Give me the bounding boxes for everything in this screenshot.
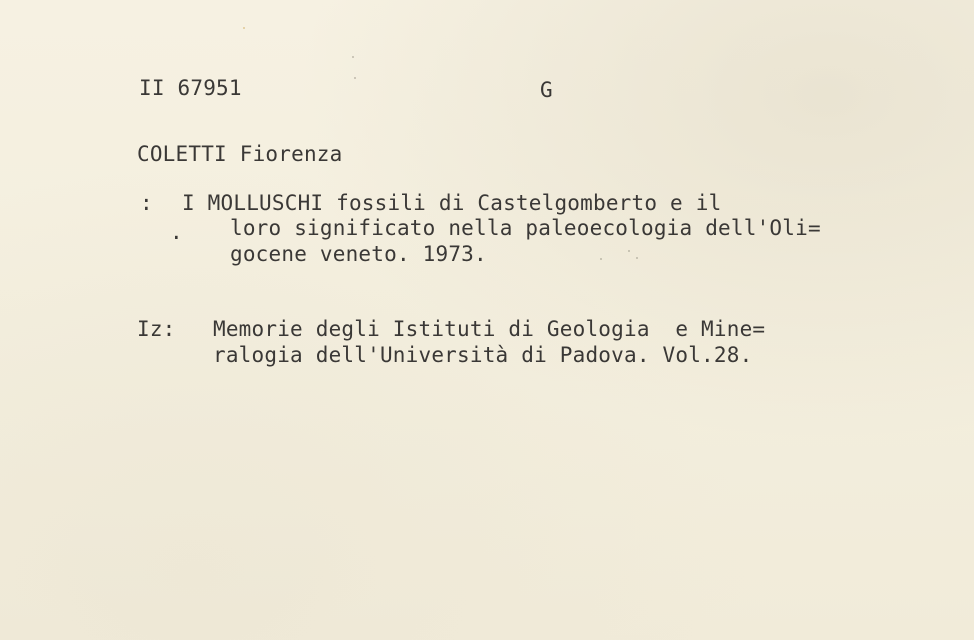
source-line-2: ralogia dell'Università di Padova. Vol.28.: [213, 343, 753, 367]
author-name: COLETTI Fiorenza: [137, 142, 343, 166]
source-label: Iz:: [137, 317, 176, 341]
paper-speck: [628, 250, 630, 252]
title-marker: :: [140, 191, 153, 215]
title-line-1: I MOLLUSCHI fossili di Castelgomberto e il: [182, 191, 722, 215]
paper-speck: [354, 77, 356, 79]
source-line-1: Memorie degli Istituti di Geologia e Mine=: [213, 317, 766, 341]
title-bullet: .: [170, 220, 183, 244]
paper-speck: [243, 27, 245, 29]
paper-speck: [636, 257, 638, 259]
paper-speck: [600, 258, 602, 260]
paper-speck: [352, 56, 354, 58]
shelf-letter: G: [540, 78, 553, 102]
title-line-2: loro significato nella paleoecologia dell'Oli=: [230, 216, 821, 240]
call-number: II 67951: [139, 76, 242, 100]
title-line-3: gocene veneto. 1973.: [230, 242, 487, 266]
